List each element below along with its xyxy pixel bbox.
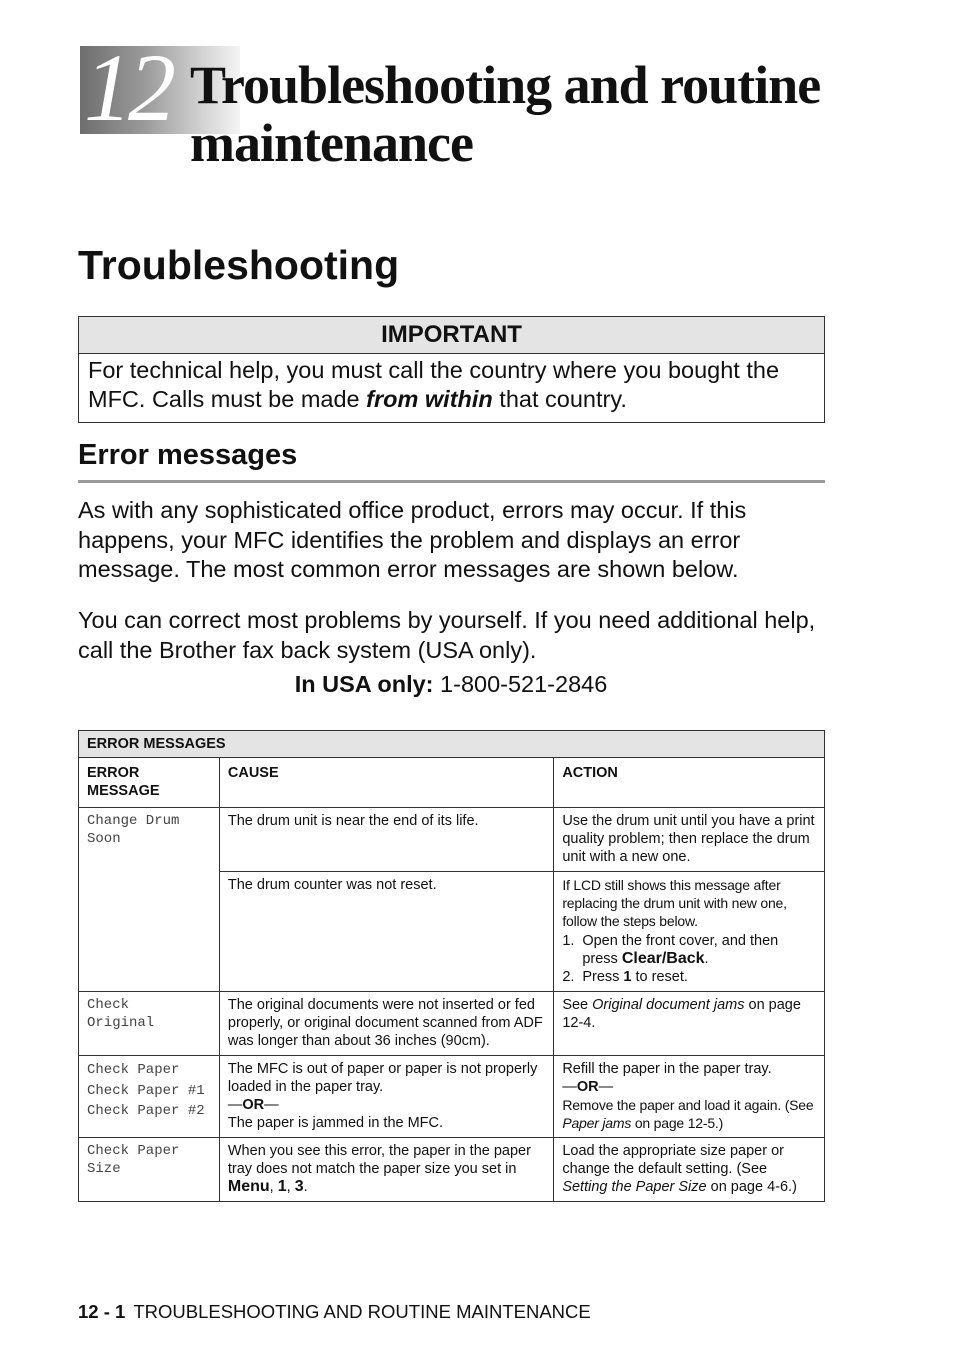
error-message-line: Check Paper #1: [87, 1082, 205, 1099]
header-error-message-l2: MESSAGE: [87, 783, 160, 799]
error-message-line: Check: [87, 997, 130, 1013]
action-text: on page 12-4.: [562, 997, 801, 1031]
step-text-end: .: [704, 951, 709, 967]
key-label: 1: [277, 1178, 287, 1195]
error-message-line: Check Paper #2: [87, 1103, 205, 1119]
key-label: 1: [623, 969, 632, 985]
action-intro: If LCD still shows this message after replacing the drum unit with new one, follow the steps below.: [562, 877, 787, 929]
error-message-line: Check Paper: [87, 1062, 180, 1078]
page-number: 12 - 1: [78, 1301, 126, 1322]
error-message-line: Soon: [87, 831, 121, 847]
important-emphasis: from within: [366, 386, 493, 412]
error-message-cell: [79, 992, 220, 1056]
error-message-line: Size: [87, 1161, 121, 1177]
list-item: [562, 932, 816, 968]
error-message-line: Check Paper: [87, 1143, 180, 1159]
or-dash: —: [227, 1097, 243, 1113]
or-dash: —: [598, 1079, 614, 1095]
separator: ,: [286, 1179, 295, 1195]
separator: ,: [269, 1179, 278, 1195]
step-number: 2.: [562, 969, 575, 985]
cross-reference: Original document jams: [592, 997, 745, 1013]
footer-title: TROUBLESHOOTING AND ROUTINE MAINTENANCE: [133, 1301, 591, 1322]
chapter-title: [190, 56, 890, 172]
intro-paragraph: As with any sophisticated office product, errors may occur. If this happens, your MFC identifies the problem and displays an error message. The most common error messages are shown below.: [78, 497, 747, 582]
step-text: Open the front cover, and then press: [582, 933, 779, 967]
action-cell: [554, 1056, 825, 1138]
page-footer: [78, 1300, 591, 1324]
action-text: Refill the paper in the paper tray.: [562, 1061, 772, 1077]
error-message-cell: [79, 1056, 220, 1138]
action-text: [562, 1096, 816, 1132]
action-text: See: [562, 997, 593, 1013]
or-separator: [562, 1078, 816, 1096]
error-message-line: Change Drum: [87, 813, 180, 829]
list-item: [562, 968, 816, 986]
table-row: [79, 808, 825, 872]
action-text: on page 4-6.): [706, 1179, 797, 1195]
or-label: OR: [242, 1097, 265, 1113]
important-text-before: For technical help, you must call the country where you bought the MFC. Calls must be made: [88, 357, 780, 412]
or-dash: —: [562, 1079, 577, 1095]
action-cell: [554, 992, 825, 1056]
chapter-number: 12: [84, 34, 172, 141]
section-title: Troubleshooting: [78, 242, 400, 288]
cause-cell: [219, 1138, 553, 1202]
action-text-after: on page 12-5.): [631, 1115, 724, 1131]
table-header-row: [79, 758, 825, 808]
header-error-message-l1: ERROR: [87, 765, 140, 781]
header-cause: CAUSE: [219, 758, 553, 808]
cause-cell: [219, 1056, 553, 1138]
cause-cell: The original documents were not inserted or fed properly, or original document scanned from ADF was longer than about 36 inches (90cm).: [219, 992, 553, 1056]
important-heading: IMPORTANT: [79, 317, 824, 354]
step-text-end: to reset.: [631, 969, 688, 985]
important-notice: [78, 316, 825, 423]
reset-steps-list: [562, 932, 816, 986]
action-text: Load the appropriate size paper or change the default setting. (See: [562, 1143, 784, 1177]
cause-text-end: .: [303, 1179, 308, 1195]
table-row: [79, 992, 825, 1056]
or-separator: [228, 1096, 545, 1114]
step-number: 1.: [562, 933, 575, 949]
cause-text: The MFC is out of paper or paper is not properly loaded in the paper tray.: [227, 1061, 538, 1095]
chapter-title-line1: Troubleshooting and routine: [190, 55, 821, 115]
error-message-cell: [79, 808, 220, 992]
phone-label: In USA only:: [294, 671, 434, 697]
error-message-line: Original: [87, 1015, 155, 1031]
important-body: [79, 354, 824, 422]
cross-reference: Paper jams: [562, 1115, 632, 1131]
cause-cell: The drum counter was not reset.: [219, 872, 553, 992]
action-cell: Use the drum unit until you have a print quality problem; then replace the drum unit with a new one.: [554, 808, 825, 872]
action-cell: [554, 1138, 825, 1202]
or-dash: —: [264, 1097, 279, 1113]
error-message-cell: [79, 1138, 220, 1202]
key-label: Menu: [227, 1178, 270, 1195]
key-label: 3: [294, 1178, 304, 1195]
important-text-after: that country.: [492, 386, 627, 412]
table-caption: ERROR MESSAGES: [79, 731, 825, 758]
action-text-before: Remove the paper and load it again. (See: [562, 1097, 814, 1113]
error-messages-table: [78, 730, 825, 1202]
table-caption-row: [79, 731, 825, 758]
header-action: ACTION: [554, 758, 825, 808]
help-paragraph: You can correct most problems by yourself. If you need additional help, call the Brother fax back system (USA only).: [78, 607, 816, 663]
cause-cell: The drum unit is near the end of its life.: [219, 808, 553, 872]
cross-reference: Setting the Paper Size: [562, 1179, 707, 1195]
cause-text: When you see this error, the paper in the paper tray does not match the paper size you set in: [227, 1143, 531, 1177]
subsection-title: Error messages: [78, 439, 298, 471]
phone-number: 1-800-521-2846: [433, 671, 608, 697]
table-row: [79, 1138, 825, 1202]
subsection-divider: [78, 480, 825, 483]
key-label: Clear/Back: [621, 950, 705, 967]
step-text: Press: [582, 969, 624, 985]
phone-line: [0, 669, 902, 699]
table-row: [79, 1056, 825, 1138]
action-cell: [554, 872, 825, 992]
chapter-title-line2: maintenance: [190, 113, 473, 173]
or-label: OR: [576, 1079, 599, 1095]
cause-text: The paper is jammed in the MFC.: [227, 1115, 444, 1131]
header-error-message: [79, 758, 220, 808]
